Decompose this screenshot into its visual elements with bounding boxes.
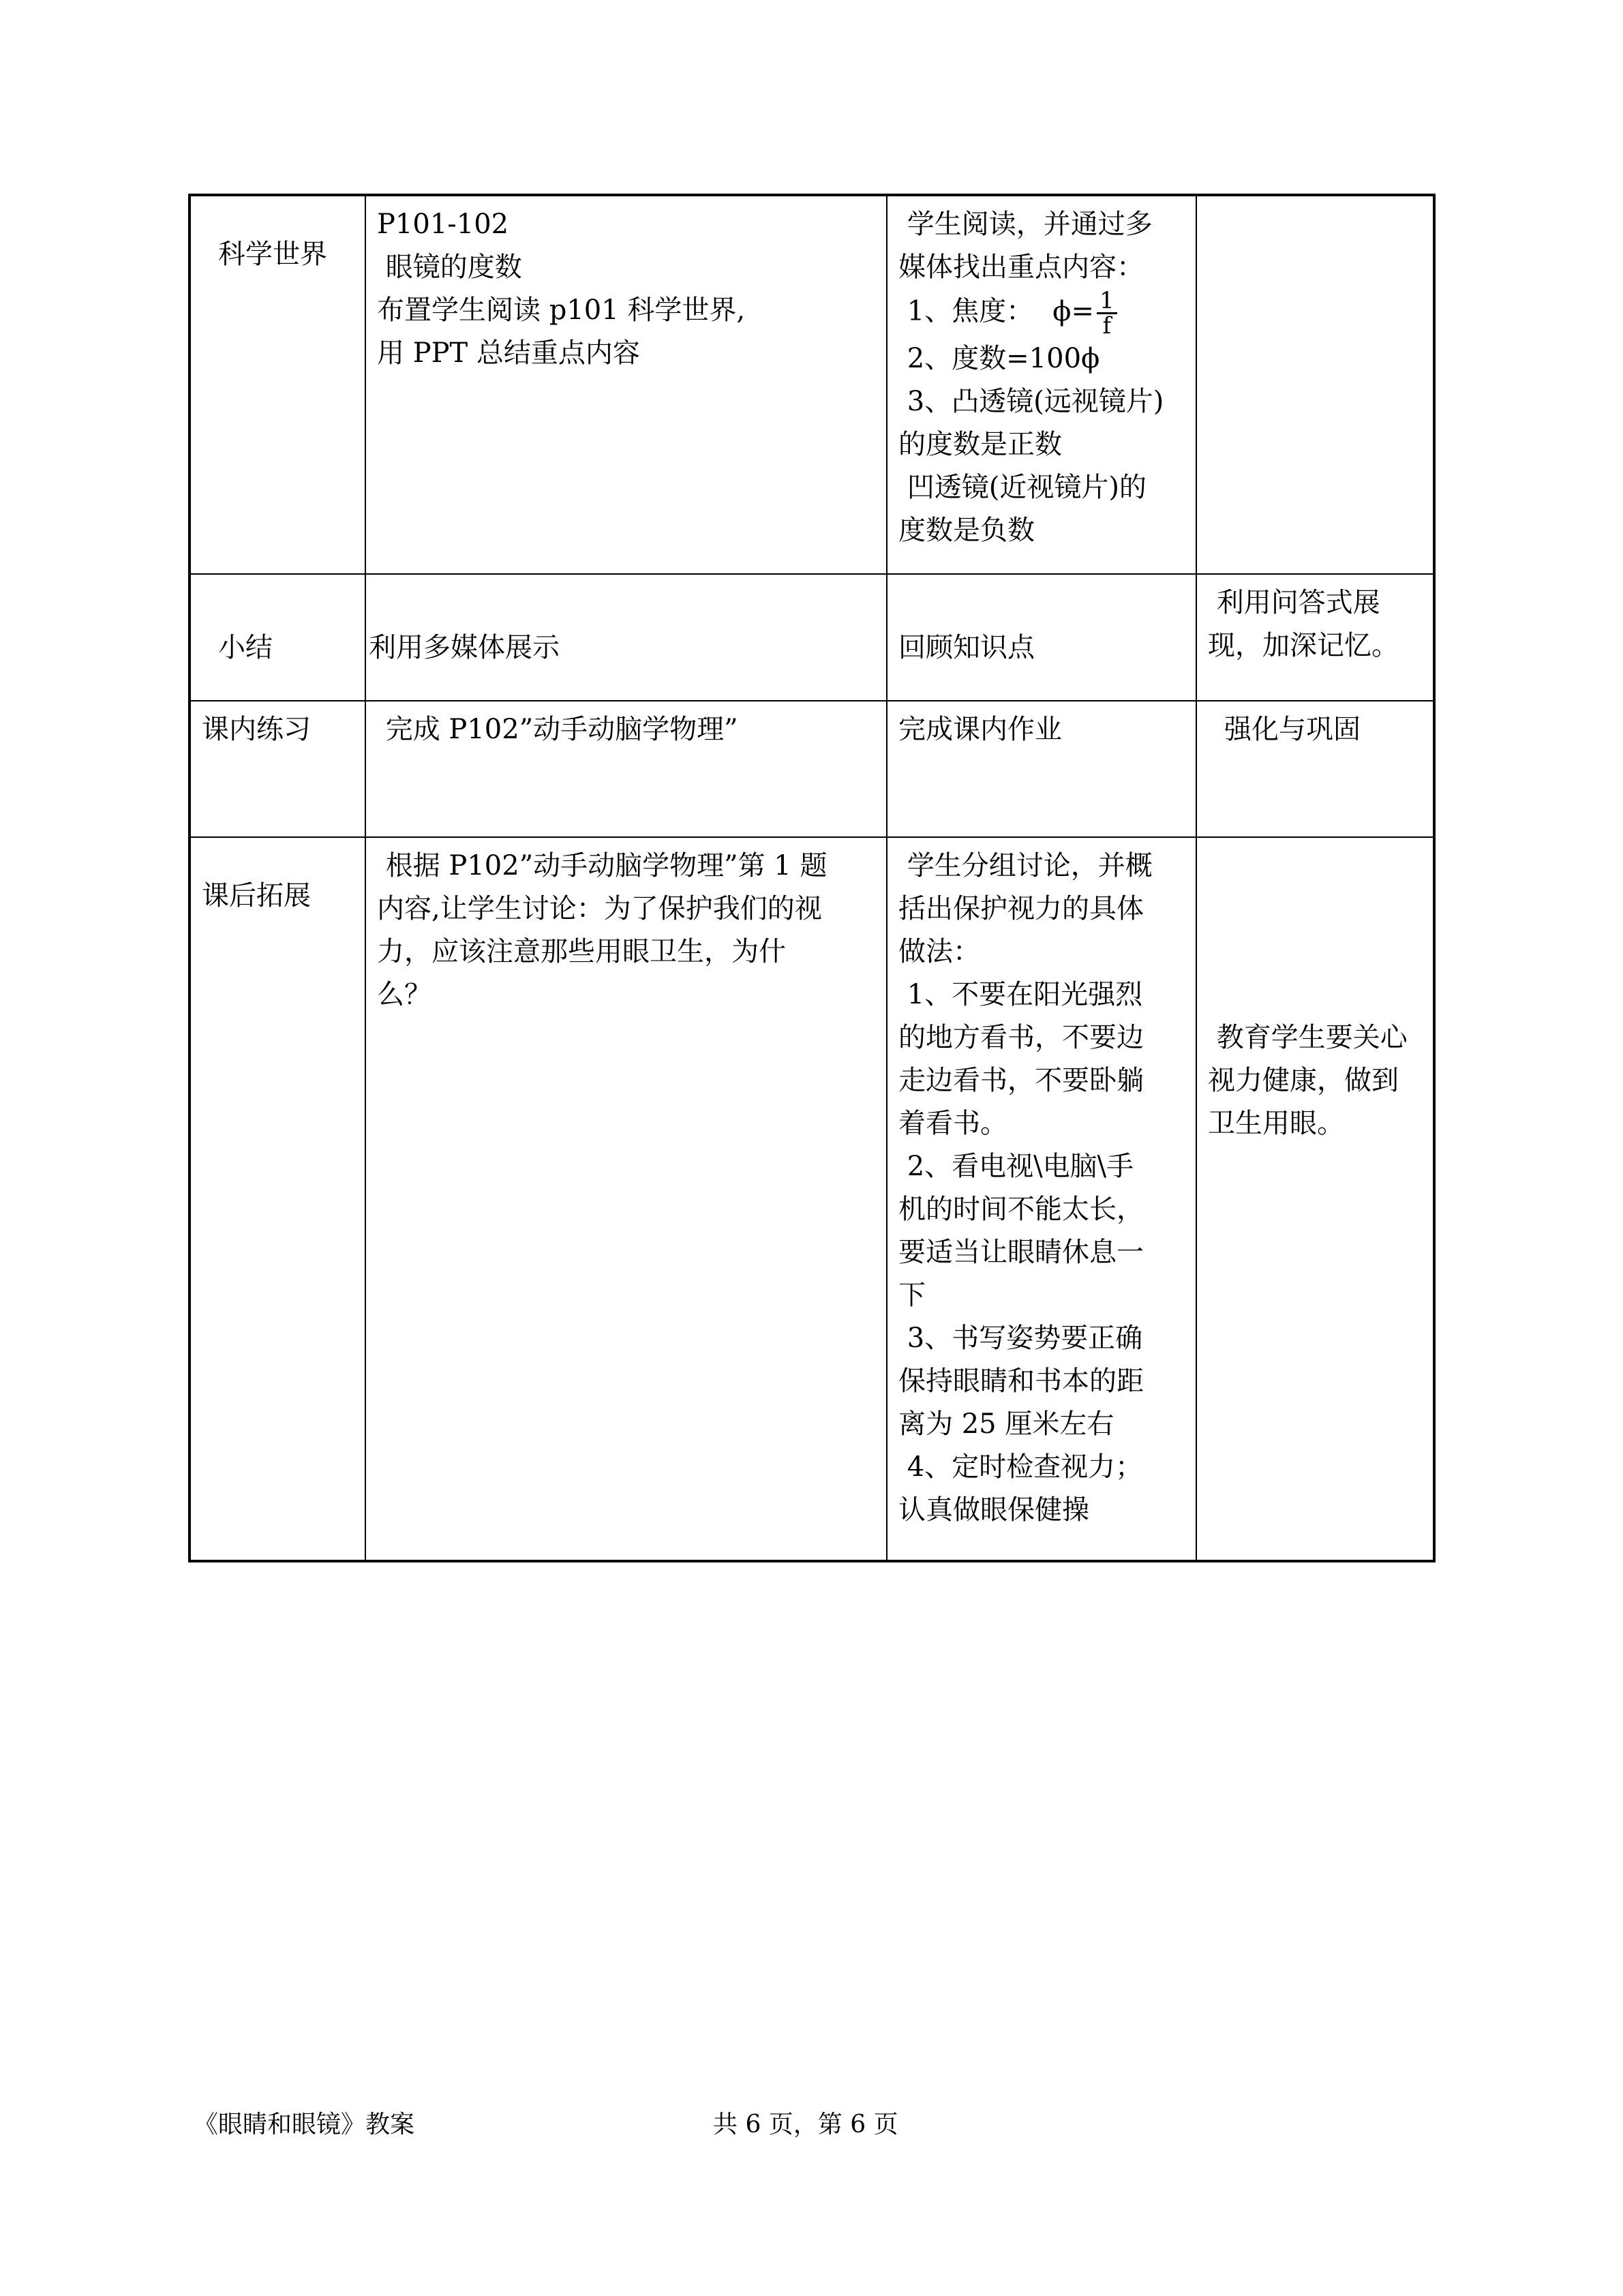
text-line: 做法： (898, 936, 980, 967)
teacher-activity-cell (365, 837, 887, 1561)
text-line: 现，加深记忆。 (1208, 630, 1399, 661)
text-line: 的度数是正数 (898, 429, 1062, 460)
student-activity-cell (887, 837, 1196, 1561)
text-line: 括出保护视力的具体 (898, 893, 1144, 924)
stage-cell (189, 701, 365, 837)
stage-label: 小结 (218, 631, 273, 663)
table-row-science-world (189, 195, 1434, 574)
teacher-activity-cell (365, 701, 887, 837)
text-line: 教育学生要关心 (1208, 1022, 1408, 1053)
text-line: 3、凸透镜(远视镜片) (898, 386, 1164, 417)
stage-cell (189, 195, 365, 574)
design-purpose-cell (1196, 195, 1434, 574)
text-line: 眼镜的度数 (377, 252, 522, 283)
text-line: 度数是负数 (898, 515, 1035, 546)
text-line: 卫生用眼。 (1208, 1108, 1344, 1139)
text-line: 2、看电视\电脑\手 (898, 1151, 1134, 1182)
stage-label: 课后拓展 (202, 880, 311, 911)
text-line: 4、定时检查视力； (898, 1451, 1143, 1483)
design-purpose-cell (1196, 837, 1434, 1561)
text-line: 媒体找出重点内容： (898, 252, 1144, 283)
text-line: 认真做眼保健操 (898, 1494, 1089, 1526)
student-activity-cell (887, 701, 1196, 837)
text-line: 要适当让眼睛休息一 (898, 1237, 1144, 1268)
text-line: 保持眼睛和书本的距 (898, 1365, 1144, 1397)
text-line: 离为 25 厘米左右 (898, 1408, 1114, 1440)
text-line: 强化与巩固 (1224, 714, 1361, 745)
stage-cell (189, 574, 365, 701)
formula-denominator: f (1102, 312, 1112, 339)
stage-label: 科学世界 (218, 239, 327, 270)
footer-document-title: 《眼睛和眼镜》教案 (194, 2111, 415, 2139)
student-activity-cell (887, 574, 1196, 701)
text-line: 走边看书，不要卧躺 (898, 1065, 1144, 1096)
text-line: 布置学生阅读 p101 科学世界, (377, 294, 746, 326)
text-line: 1、不要在阳光强烈 (898, 979, 1143, 1010)
stage-label: 课内练习 (202, 714, 311, 745)
text-line: 的地方看书，不要边 (898, 1022, 1144, 1053)
formula-fraction (1097, 289, 1117, 337)
teacher-activity-cell (365, 195, 887, 574)
design-purpose-cell (1196, 701, 1434, 837)
formula-phi: ϕ (1052, 295, 1072, 327)
text-line: P101-102 (377, 209, 509, 240)
text-line: 3、书写姿势要正确 (898, 1323, 1143, 1354)
lesson-plan-table (188, 194, 1436, 1562)
text-line: 1、焦度： (898, 295, 1034, 327)
text-line: 利用多媒体展示 (369, 631, 560, 663)
design-purpose-cell (1196, 574, 1434, 701)
teacher-activity-cell (365, 574, 887, 701)
formula-numerator: 1 (1097, 289, 1117, 314)
footer-page-number: 共 6 页，第 6 页 (713, 2111, 898, 2139)
table-row-classroom-practice (189, 701, 1434, 837)
text-line: 凹透镜(近视镜片)的 (898, 472, 1147, 503)
text-line: 回顾知识点 (898, 631, 1035, 663)
text-line: 利用问答式展 (1208, 587, 1380, 618)
text-line: 下 (898, 1280, 926, 1311)
text-line: 根据 P102”动手动脑学物理”第 1 题 (377, 850, 828, 881)
text-line: 学生分组讨论，并概 (898, 850, 1153, 881)
student-activity-cell (887, 195, 1196, 574)
text-line: 力，应该注意那些用眼卫生，为什 (377, 936, 786, 967)
stage-cell (189, 837, 365, 1561)
text-line: 完成课内作业 (898, 714, 1062, 745)
table-row-summary (189, 574, 1434, 701)
text-line: 学生阅读，并通过多 (898, 209, 1153, 240)
text-line: 完成 P102”动手动脑学物理” (377, 714, 738, 745)
text-line: 着看书。 (898, 1108, 1007, 1139)
formula-equals: = (1071, 295, 1094, 327)
text-line: 内容,让学生讨论：为了保护我们的视 (377, 893, 822, 924)
focal-power-line (898, 289, 1186, 337)
text-line: 么？ (377, 979, 431, 1010)
table-row-after-class-extension (189, 837, 1434, 1561)
text-line: 2、度数=100ϕ (898, 343, 1100, 374)
text-line: 视力健康，做到 (1208, 1065, 1399, 1096)
text-line: 机的时间不能太长， (898, 1194, 1144, 1225)
text-line: 用 PPT 总结重点内容 (377, 337, 640, 369)
